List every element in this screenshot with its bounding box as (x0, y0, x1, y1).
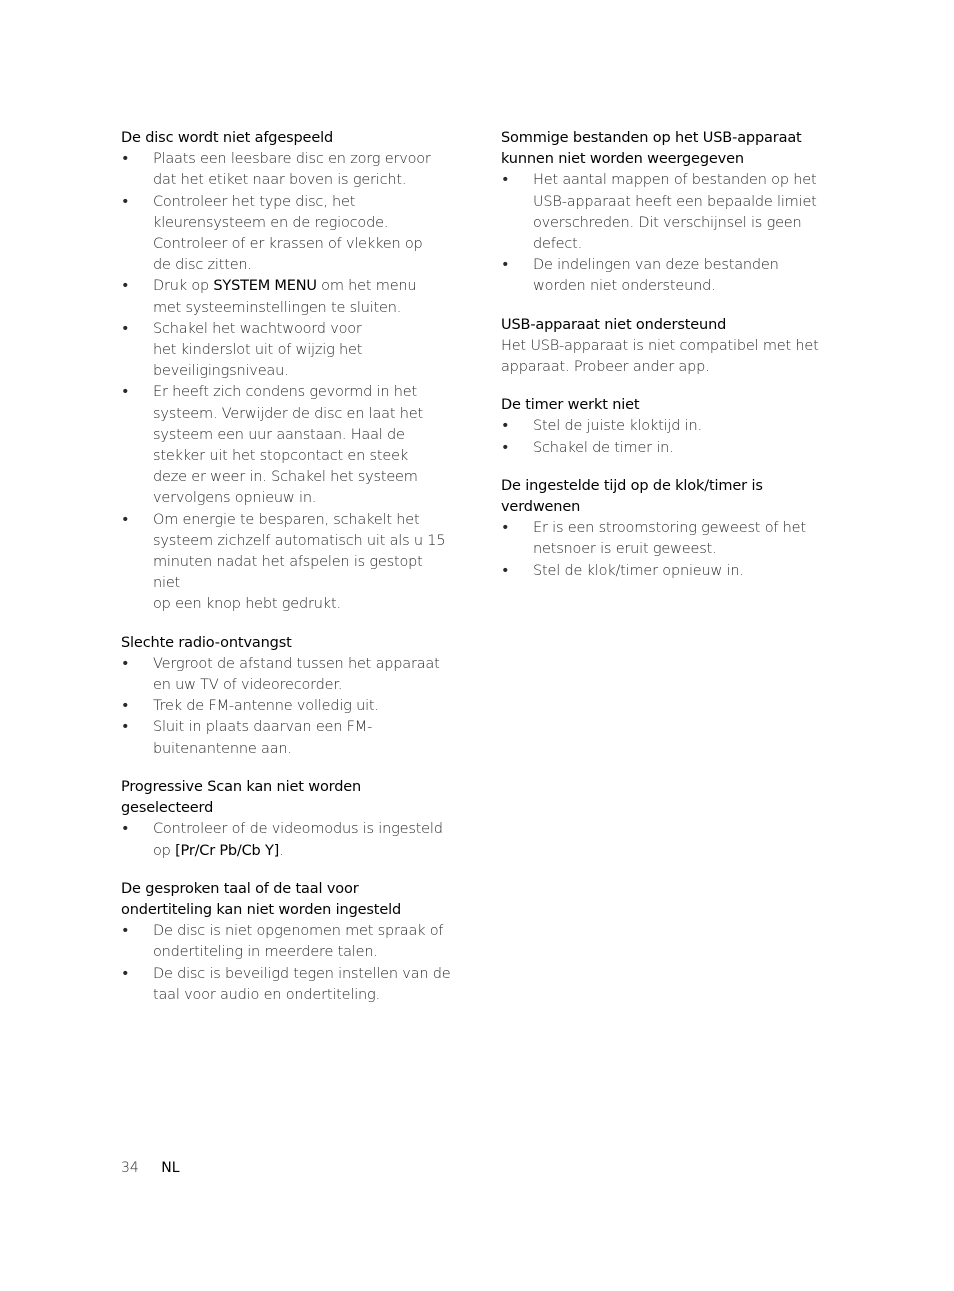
list-item: • Stel de juiste kloktijd in. (501, 416, 826, 437)
list-item: • Er is een stroomstoring geweest of het netsnoer is eruit geweest. (501, 520, 806, 558)
bullet-icon: • (121, 698, 130, 715)
bullet-icon: • (121, 719, 130, 736)
bullet-icon: • (121, 511, 130, 528)
bullet-list (121, 819, 453, 861)
list-item: • Er heeft zich condens gevormd in het systeem. Verwijder de disc en laat het systeem een uur aanstaan. Haal de stekker uit het stopcontact en steek deze er weer in. Schakel het systeem vervolgens opnieuw in. (121, 384, 423, 507)
bullet-icon: • (121, 821, 130, 838)
bullet-icon: • (121, 193, 130, 210)
section-timer-not-working (501, 395, 826, 459)
list-item: • Plaats een leesbare disc en zorg ervoor dat het etiket naar boven is gericht. (121, 151, 431, 189)
section-heading: De disc wordt niet afgespeeld (121, 130, 334, 146)
section-heading: Progressive Scan kan niet worden geselecteerd (121, 778, 362, 817)
list-item: • Het aantal mappen of bestanden op het USB-apparaat heeft een bepaalde limiet overschreden. Dit verschijnsel is geen defect. (501, 172, 817, 253)
bullet-icon: • (121, 923, 130, 940)
section-heading: De timer werkt niet (501, 397, 640, 414)
section-disc-not-playing (121, 128, 453, 616)
bullet-list (121, 654, 453, 760)
section-usb-files-not-shown (501, 128, 826, 298)
list-item: • De indelingen van deze bestanden worden niet ondersteund. (501, 257, 779, 295)
list-item: • Om energie te besparen, schakelt het systeem zichzelf automatisch uit als u 15 minuten nadat het afspelen is gestopt niet op een knop hebt gedrukt. (121, 511, 446, 613)
list-item: • Controleer het type disc, het kleurensysteem en de regiocode. Controleer of er krassen of vlekken op de disc zitten. (121, 193, 423, 274)
bullet-icon: • (501, 439, 510, 456)
section-body: Het USB-apparaat is niet compatibel met het apparaat. Probeer ander app. (501, 337, 819, 376)
section-heading: USB-apparaat niet ondersteund (501, 316, 727, 333)
section-poor-radio-reception (121, 633, 453, 760)
section-heading: Sommige bestanden op het USB-apparaat kunnen niet worden weergegeven (501, 130, 802, 168)
bullet-icon: • (501, 562, 510, 579)
list-item: • Vergroot de afstand tussen het apparaat en uw TV of videorecorder. (121, 655, 440, 694)
list-item: • De disc is beveiligd tegen instellen van de taal voor audio en ondertiteling. (121, 965, 451, 1003)
bullet-list (121, 921, 453, 1006)
left-column (121, 128, 453, 1023)
bullet-icon: • (121, 320, 130, 337)
bullet-list (121, 149, 453, 615)
list-item: • Schakel de timer in. (501, 438, 826, 459)
bullet-icon: • (121, 655, 130, 672)
list-item: • Sluit in plaats daarvan een FM- buitenantenne aan. (121, 719, 373, 757)
page-footer (121, 1158, 180, 1178)
bullet-icon: • (501, 520, 510, 537)
bullet-list (501, 170, 826, 297)
page-number: 34 (121, 1160, 139, 1176)
section-usb-not-supported (501, 315, 826, 379)
right-column (501, 128, 826, 599)
system-menu-key: SYSTEM MENU (213, 278, 317, 295)
video-mode-value: [Pr/Cr Pb/Cb Y] (175, 842, 280, 859)
list-item: • Controleer of de videomodus is ingesteld op [Pr/Cr Pb/Cb Y]. (121, 821, 443, 859)
list-item: • Stel de klok/timer opnieuw in. (501, 561, 826, 582)
section-progressive-scan (121, 777, 453, 862)
section-clock-time-lost (501, 476, 826, 582)
list-item: • Trek de FM-antenne volledig uit. (121, 696, 453, 717)
language-code: NL (161, 1160, 180, 1176)
bullet-list (501, 416, 826, 458)
section-heading: De gesproken taal of de taal voor ondertiteling kan niet worden ingesteld (121, 880, 402, 918)
list-item: • Schakel het wachtwoord voor het kinderslot uit of wijzig het beveiligingsniveau. (121, 320, 363, 380)
section-heading: De ingestelde tijd op de klok/timer is verdwenen (501, 477, 763, 516)
section-heading: Slechte radio-ontvangst (121, 634, 292, 651)
bullet-icon: • (501, 257, 510, 274)
bullet-icon: • (501, 172, 510, 189)
bullet-icon: • (121, 151, 130, 168)
section-language-subtitle (121, 879, 453, 1006)
list-item: • De disc is niet opgenomen met spraak of ondertiteling in meerdere talen. (121, 923, 444, 961)
bullet-icon: • (121, 965, 130, 982)
bullet-icon: • (121, 278, 130, 295)
list-item: • Druk op SYSTEM MENU om het menu met systeeminstellingen te sluiten. (121, 278, 417, 316)
bullet-icon: • (121, 384, 130, 401)
bullet-list (501, 518, 826, 582)
bullet-icon: • (501, 418, 510, 435)
